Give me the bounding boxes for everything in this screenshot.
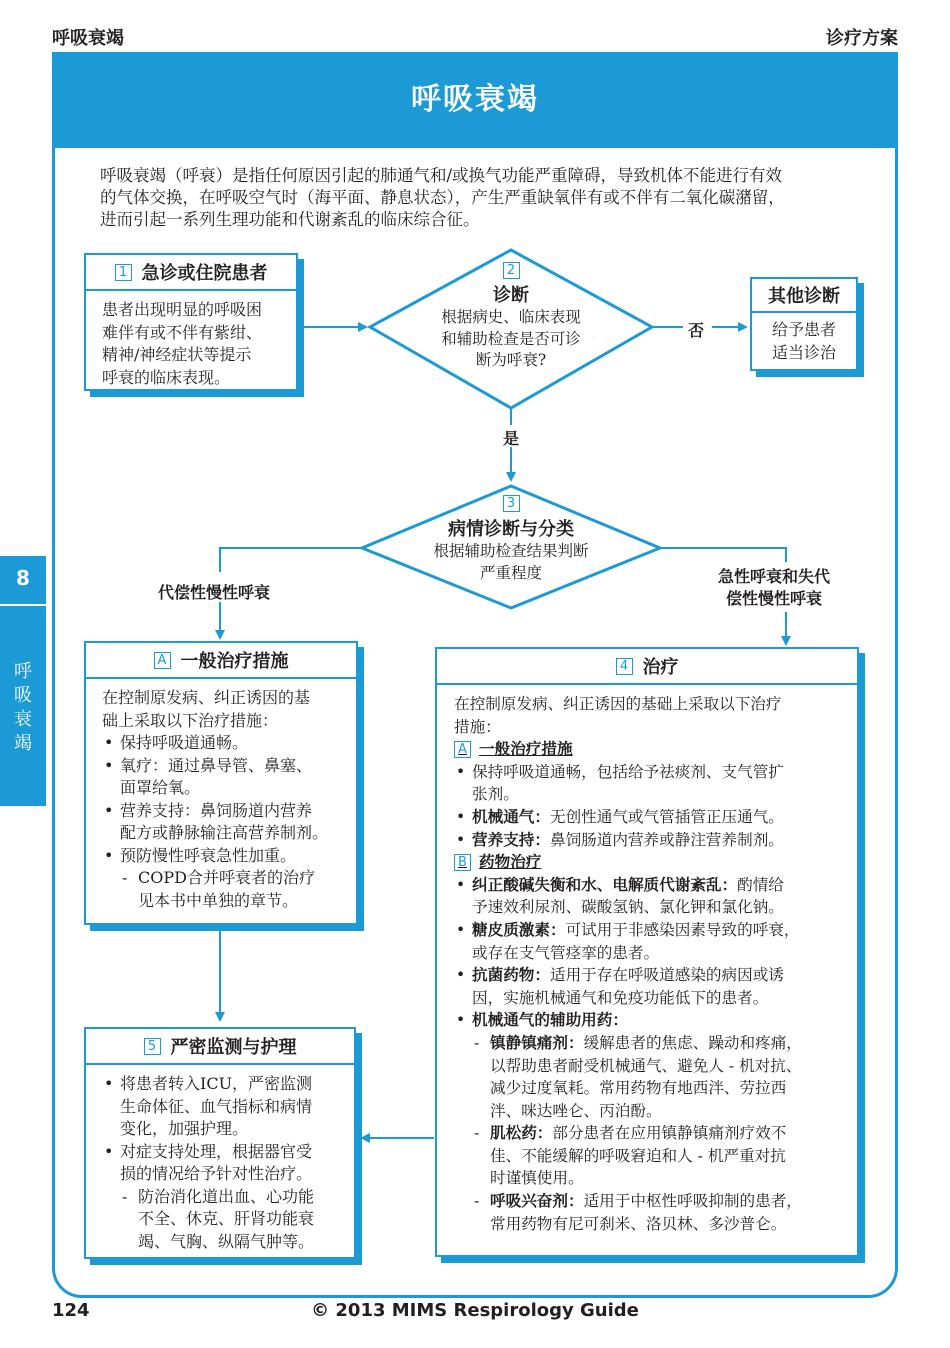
box-other-diagnosis bbox=[750, 277, 858, 371]
list-item: • 氧疗：通过鼻导管、鼻塞、 面罩给氧。 bbox=[102, 755, 356, 800]
sub-list-item: - 肌松药：部分患者在应用镇静镇痛剂疗效不 佳、不能缓解的呼吸窘迫和人 - 机严重对抗 时谨慎使用。 bbox=[472, 1122, 857, 1190]
subsection-drug: B 药物治疗 bbox=[454, 851, 857, 874]
boxA-header bbox=[86, 643, 356, 679]
list-item: • 糖皮质激素：可试用于非感染因素导致的呼衰， 或存在支气管痉挛的患者。 bbox=[454, 919, 857, 964]
diagnosis-diamond bbox=[411, 262, 611, 372]
list-item: • 机械通气：无创性通气或气管插管正压通气。 bbox=[454, 806, 857, 829]
page-number: 124 bbox=[52, 1300, 90, 1321]
sub-list-item: - 呼吸兴奋剂：适用于中枢性呼吸抑制的患者， 常用药物有尼可刹米、洛贝林、多沙普仑。 bbox=[472, 1190, 857, 1235]
box4-body: 在控制原发病、纠正诱因的基础上采取以下治疗 措施： A 一般治疗措施 • 保持呼吸道通畅，包括给予祛痰剂、支气管扩 张剂。 • 机械通气：无创性通气或气管插管正压通气。 • 营养支持：鼻饲肠道内营养或静注营养制剂。 B 药物治疗 • 纠正酸碱失衡和水、电解质代谢紊乱：酌情给 予速效利尿剂、碳酸氢钠、氯化钾和氯化钠。 • 糖皮质激素：可试用于非感染因素导致的呼衰， 或存在支气管痉挛的患者。 • 抗菌药物：适用于存在呼吸道感染的病因或诱 因，实施机械通气和免疫功能低下的患者。 • 机械通气的辅助用药： - 镇静镇痛剂：缓解患者的焦虑、躁动和疼痛， 以帮助患者耐受机械通气、避免人 - 机对抗、 减少过度氧耗。常用药物有地西泮、劳拉西 泮、咪达唑仑、丙泊酚。 - 肌松药：部分患者在应用镇静镇痛剂疗效不 佳、不能缓解的呼吸窘迫和人 - 机严重对抗 时谨慎使用。 - 呼吸兴奋剂：适用于中枢性呼吸抑制的患者， 常用药物有尼可刹米、洛贝林、多沙普仑。 bbox=[437, 685, 857, 1235]
list-item: • 对症支持处理，根据器官受 损的情况给予针对性治疗。 - 防治消化道出血、心功能 不全、休克、肝肾功能衰 竭、气胸、纵隔气肿等。 bbox=[102, 1141, 354, 1254]
box1-body: 患者出现明显的呼吸困 难伴有或不伴有紫绀、 精神/神经症状等提示 呼衰的临床表现。 bbox=[102, 300, 263, 387]
sub-list-item: - 防治消化道出血、心功能 不全、休克、肝肾功能衰 竭、气胸、纵隔气肿等。 bbox=[120, 1186, 354, 1254]
list-item: • 保持呼吸道通畅，包括给予祛痰剂、支气管扩 张剂。 bbox=[454, 761, 857, 806]
classification-diamond bbox=[401, 495, 621, 584]
step-number-1: 1 bbox=[115, 264, 132, 281]
box4-title: 治疗 bbox=[642, 657, 679, 678]
intro-paragraph: 呼吸衰竭（呼衰）是指任何原因引起的肺通气和/或换气功能严重障碍，导致机体不能进行有效 的气体交换，在呼吸空气时（海平面、静息状态），产生严重缺氧伴有或不伴有二氧化碳潴留， 进而引起一系列生理功能和代谢紊乱的临床综合征。 bbox=[100, 166, 785, 229]
box5-title: 严密监测与护理 bbox=[170, 1037, 297, 1058]
diagnosis-title: 诊断 bbox=[493, 285, 529, 306]
yes-label: 是 bbox=[503, 429, 520, 448]
box-general-treatment bbox=[84, 641, 358, 925]
list-item: • 预防慢性呼衰急性加重。 - COPD合并呼衰者的治疗 见本书中单独的章节。 bbox=[102, 845, 356, 913]
copyright: © 2013 MIMS Respirology Guide bbox=[311, 1300, 639, 1321]
running-header-left: 呼吸衰竭 bbox=[52, 28, 124, 49]
box-monitoring-care bbox=[84, 1027, 356, 1259]
no-label: 否 bbox=[688, 321, 705, 340]
list-item: • 营养支持：鼻饲肠道内营养或静注营养制剂。 bbox=[454, 829, 857, 852]
step-number-5: 5 bbox=[144, 1038, 161, 1055]
right-branch-label: 急性呼衰和失代 偿性慢性呼衰 bbox=[718, 567, 831, 608]
sub-list-item: - COPD合并呼衰者的治疗 见本书中单独的章节。 bbox=[120, 867, 356, 912]
list-item: • 将患者转入ICU，严密监测 生命体征、血气指标和病情 变化，加强护理。 bbox=[102, 1073, 354, 1141]
box-emergency-patient bbox=[84, 253, 298, 391]
step-number-3: 3 bbox=[503, 495, 520, 512]
chapter-side-label: 呼 吸 衰 竭 bbox=[14, 661, 32, 754]
list-item: • 抗菌药物：适用于存在呼吸道感染的病因或诱 因，实施机械通气和免疫功能低下的患者。 bbox=[454, 964, 857, 1009]
other-diagnosis-body: 给予患者 适当诊治 bbox=[771, 320, 836, 362]
box5-header bbox=[86, 1029, 354, 1065]
step-letter-A: A bbox=[154, 652, 171, 669]
step-number-2: 2 bbox=[503, 262, 520, 279]
diagnosis-question: 根据病史、临床表现 和辅助检查是否可诊 断为呼衰? bbox=[441, 308, 581, 369]
list-item: • 保持呼吸道通畅。 bbox=[102, 732, 356, 755]
list-item: • 机械通气的辅助用药： - 镇静镇痛剂：缓解患者的焦虑、躁动和疼痛， 以帮助患者耐受机械通气、避免人 - 机对抗、 减少过度氧耗。常用药物有地西泮、劳拉西 泮、咪达唑仑、丙泊酚。 - 肌松药：部分患者在应用镇静镇痛剂疗效不 佳、不能缓解的呼吸窘迫和人 - 机严重对抗 时谨慎使用。 - 呼吸兴奋剂：适用于中枢性呼吸抑制的患者， 常用药物有尼可刹米、洛贝林、多沙普仑。 bbox=[454, 1009, 857, 1235]
box1-header bbox=[86, 255, 296, 291]
box4-header bbox=[437, 649, 857, 685]
classification-title: 病情诊断与分类 bbox=[448, 519, 574, 540]
page-title: 呼吸衰竭 bbox=[411, 82, 539, 117]
subsection-general: A 一般治疗措施 bbox=[454, 738, 857, 761]
other-diagnosis-title: 其他诊断 bbox=[752, 279, 856, 313]
box1-title: 急诊或住院患者 bbox=[141, 263, 268, 284]
step-number-4: 4 bbox=[616, 658, 633, 675]
boxA-body: 在控制原发病、纠正诱因的基 础上采取以下治疗措施： • 保持呼吸道通畅。 • 氧疗：通过鼻导管、鼻塞、 面罩给氧。 • 营养支持：鼻饲肠道内营养 配方或静脉输注高营养制剂。 • 预防慢性呼衰急性加重。 - COPD合并呼衰者的治疗 见本书中单独的章节。 bbox=[86, 679, 356, 912]
list-item: • 纠正酸碱失衡和水、电解质代谢紊乱：酌情给 予速效利尿剂、碳酸氢钠、氯化钾和氯化钠。 bbox=[454, 874, 857, 919]
running-header-right: 诊疗方案 bbox=[826, 28, 898, 49]
box-treatment bbox=[435, 647, 859, 1257]
sub-list-item: - 镇静镇痛剂：缓解患者的焦虑、躁动和疼痛， 以帮助患者耐受机械通气、避免人 - 机对抗、 减少过度氧耗。常用药物有地西泮、劳拉西 泮、咪达唑仑、丙泊酚。 bbox=[472, 1032, 857, 1122]
classification-desc: 根据辅助检查结果判断 严重程度 bbox=[433, 542, 589, 582]
box5-body bbox=[86, 1065, 354, 1253]
left-branch-label: 代偿性慢性呼衰 bbox=[158, 583, 271, 602]
chapter-number: 8 bbox=[16, 566, 30, 590]
list-item: • 营养支持：鼻饲肠道内营养 配方或静脉输注高营养制剂。 bbox=[102, 800, 356, 845]
boxA-title: 一般治疗措施 bbox=[180, 651, 289, 672]
